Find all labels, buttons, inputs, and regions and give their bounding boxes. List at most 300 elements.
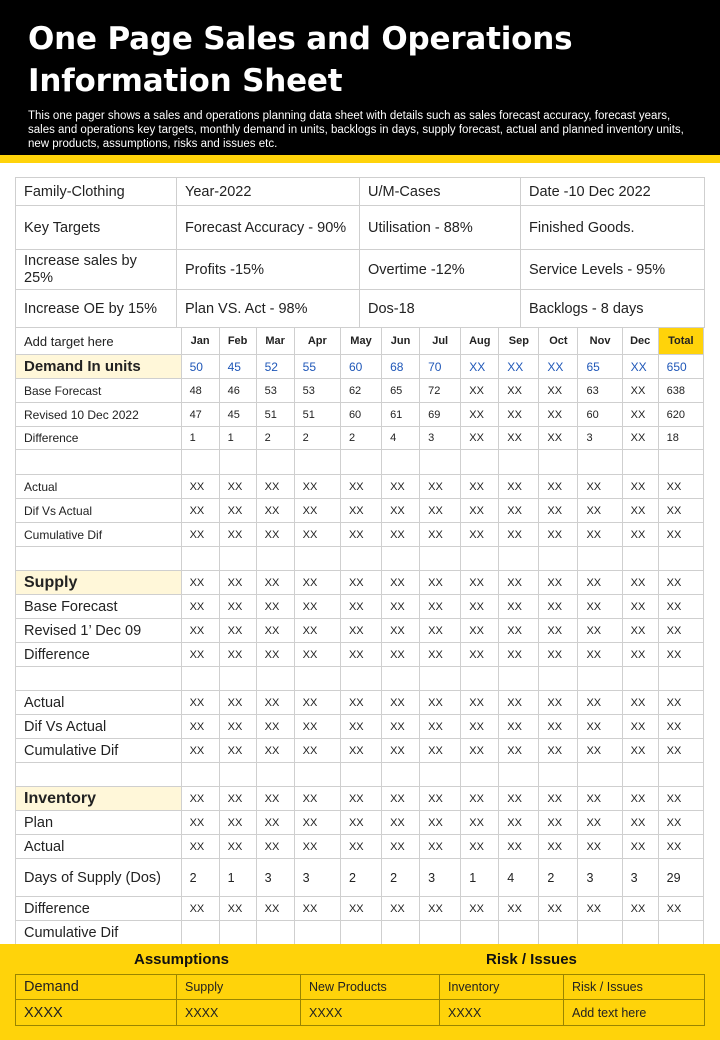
- value-cell[interactable]: XX: [340, 897, 381, 921]
- value-cell[interactable]: XX: [294, 739, 340, 763]
- value-cell[interactable]: XX: [181, 643, 219, 667]
- value-cell[interactable]: XX: [256, 595, 294, 619]
- value-cell[interactable]: XX: [382, 811, 420, 835]
- value-cell[interactable]: XX: [382, 643, 420, 667]
- value-cell[interactable]: XX: [539, 355, 578, 379]
- increase-sales-cell[interactable]: Increase sales by 25%: [16, 250, 177, 290]
- value-cell[interactable]: XX: [539, 897, 578, 921]
- value-cell[interactable]: XX: [256, 691, 294, 715]
- value-cell[interactable]: XX: [340, 787, 381, 811]
- empty-cell[interactable]: [382, 450, 420, 475]
- value-cell[interactable]: 45: [219, 403, 256, 427]
- value-cell[interactable]: XX: [622, 835, 658, 859]
- value-cell[interactable]: XX: [181, 475, 219, 499]
- empty-cell[interactable]: [578, 450, 622, 475]
- value-cell[interactable]: XX: [181, 571, 219, 595]
- value-cell[interactable]: XX: [340, 739, 381, 763]
- value-cell[interactable]: XX: [461, 355, 499, 379]
- value-cell[interactable]: XX: [340, 595, 381, 619]
- total-cell[interactable]: XX: [658, 739, 703, 763]
- key-targets-label[interactable]: Key Targets: [16, 206, 177, 250]
- value-cell[interactable]: XX: [420, 499, 461, 523]
- total-cell[interactable]: XX: [658, 619, 703, 643]
- value-cell[interactable]: [461, 921, 499, 945]
- value-cell[interactable]: XX: [539, 595, 578, 619]
- value-cell[interactable]: XX: [256, 499, 294, 523]
- value-cell[interactable]: 4: [499, 859, 539, 897]
- value-cell[interactable]: XX: [340, 691, 381, 715]
- forecast-accuracy-cell[interactable]: Forecast Accuracy - 90%: [177, 206, 360, 250]
- value-cell[interactable]: XX: [256, 811, 294, 835]
- value-cell[interactable]: XX: [382, 691, 420, 715]
- empty-cell[interactable]: [16, 450, 182, 475]
- value-cell[interactable]: XX: [461, 691, 499, 715]
- value-cell[interactable]: XX: [539, 403, 578, 427]
- value-cell[interactable]: XX: [219, 619, 256, 643]
- value-cell[interactable]: XX: [539, 691, 578, 715]
- value-cell[interactable]: XX: [382, 475, 420, 499]
- value-cell[interactable]: 3: [256, 859, 294, 897]
- value-cell[interactable]: XX: [622, 619, 658, 643]
- value-cell[interactable]: XX: [420, 595, 461, 619]
- value-cell[interactable]: 2: [181, 859, 219, 897]
- value-cell[interactable]: XX: [340, 499, 381, 523]
- value-cell[interactable]: 53: [294, 379, 340, 403]
- value-cell[interactable]: XX: [622, 355, 658, 379]
- value-cell[interactable]: XX: [382, 715, 420, 739]
- empty-cell[interactable]: [461, 667, 499, 691]
- value-cell[interactable]: XX: [340, 715, 381, 739]
- value-cell[interactable]: XX: [539, 643, 578, 667]
- value-cell[interactable]: XX: [499, 715, 539, 739]
- value-cell[interactable]: [382, 921, 420, 945]
- empty-cell[interactable]: [499, 450, 539, 475]
- value-cell[interactable]: XX: [181, 619, 219, 643]
- value-cell[interactable]: [294, 921, 340, 945]
- inventory-value[interactable]: XXXX: [440, 1000, 564, 1026]
- value-cell[interactable]: 65: [382, 379, 420, 403]
- empty-cell[interactable]: [539, 450, 578, 475]
- value-cell[interactable]: 60: [340, 403, 381, 427]
- value-cell[interactable]: 61: [382, 403, 420, 427]
- value-cell[interactable]: XX: [256, 571, 294, 595]
- empty-cell[interactable]: [622, 667, 658, 691]
- empty-cell[interactable]: [539, 547, 578, 571]
- value-cell[interactable]: XX: [622, 643, 658, 667]
- value-cell[interactable]: XX: [499, 475, 539, 499]
- value-cell[interactable]: 1: [219, 859, 256, 897]
- value-cell[interactable]: 1: [219, 427, 256, 450]
- value-cell[interactable]: XX: [219, 739, 256, 763]
- risk-issues-value[interactable]: Add text here: [564, 1000, 705, 1026]
- value-cell[interactable]: XX: [382, 523, 420, 547]
- empty-cell[interactable]: [340, 667, 381, 691]
- value-cell[interactable]: XX: [578, 787, 622, 811]
- value-cell[interactable]: XX: [622, 739, 658, 763]
- value-cell[interactable]: XX: [294, 691, 340, 715]
- empty-cell[interactable]: [181, 763, 219, 787]
- value-cell[interactable]: XX: [420, 643, 461, 667]
- empty-cell[interactable]: [256, 450, 294, 475]
- value-cell[interactable]: XX: [420, 811, 461, 835]
- empty-cell[interactable]: [340, 763, 381, 787]
- value-cell[interactable]: XX: [340, 475, 381, 499]
- value-cell[interactable]: XX: [539, 571, 578, 595]
- total-cell[interactable]: 29: [658, 859, 703, 897]
- value-cell[interactable]: XX: [420, 787, 461, 811]
- value-cell[interactable]: XX: [578, 595, 622, 619]
- value-cell[interactable]: XX: [340, 523, 381, 547]
- value-cell[interactable]: XX: [219, 835, 256, 859]
- value-cell[interactable]: XX: [578, 715, 622, 739]
- empty-cell[interactable]: [181, 450, 219, 475]
- value-cell[interactable]: XX: [622, 499, 658, 523]
- value-cell[interactable]: XX: [622, 523, 658, 547]
- value-cell[interactable]: XX: [340, 835, 381, 859]
- value-cell[interactable]: [181, 921, 219, 945]
- value-cell[interactable]: XX: [382, 499, 420, 523]
- value-cell[interactable]: 2: [340, 859, 381, 897]
- value-cell[interactable]: [256, 921, 294, 945]
- value-cell[interactable]: XX: [461, 811, 499, 835]
- value-cell[interactable]: XX: [219, 643, 256, 667]
- total-cell[interactable]: XX: [658, 811, 703, 835]
- empty-cell[interactable]: [382, 763, 420, 787]
- value-cell[interactable]: XX: [622, 715, 658, 739]
- value-cell[interactable]: XX: [578, 475, 622, 499]
- value-cell[interactable]: 69: [420, 403, 461, 427]
- value-cell[interactable]: XX: [256, 897, 294, 921]
- value-cell[interactable]: [219, 921, 256, 945]
- empty-cell[interactable]: [219, 763, 256, 787]
- value-cell[interactable]: 51: [294, 403, 340, 427]
- value-cell[interactable]: XX: [499, 571, 539, 595]
- value-cell[interactable]: XX: [461, 475, 499, 499]
- total-cell[interactable]: XX: [658, 523, 703, 547]
- family-cell[interactable]: Family-Clothing: [16, 178, 177, 206]
- value-cell[interactable]: XX: [622, 475, 658, 499]
- value-cell[interactable]: 47: [181, 403, 219, 427]
- value-cell[interactable]: 3: [420, 427, 461, 450]
- supply-value[interactable]: XXXX: [177, 1000, 301, 1026]
- empty-cell[interactable]: [294, 763, 340, 787]
- value-cell[interactable]: XX: [539, 475, 578, 499]
- value-cell[interactable]: XX: [181, 897, 219, 921]
- value-cell[interactable]: XX: [256, 835, 294, 859]
- value-cell[interactable]: XX: [578, 835, 622, 859]
- value-cell[interactable]: XX: [539, 787, 578, 811]
- value-cell[interactable]: XX: [420, 691, 461, 715]
- empty-cell[interactable]: [294, 667, 340, 691]
- value-cell[interactable]: XX: [622, 427, 658, 450]
- total-cell[interactable]: XX: [658, 499, 703, 523]
- empty-cell[interactable]: [219, 667, 256, 691]
- empty-cell[interactable]: [340, 547, 381, 571]
- value-cell[interactable]: XX: [578, 523, 622, 547]
- value-cell[interactable]: XX: [461, 403, 499, 427]
- value-cell[interactable]: XX: [420, 835, 461, 859]
- value-cell[interactable]: XX: [219, 811, 256, 835]
- value-cell[interactable]: XX: [499, 787, 539, 811]
- value-cell[interactable]: [499, 921, 539, 945]
- empty-cell[interactable]: [622, 450, 658, 475]
- value-cell[interactable]: 2: [340, 427, 381, 450]
- empty-cell[interactable]: [294, 450, 340, 475]
- value-cell[interactable]: XX: [256, 715, 294, 739]
- empty-cell[interactable]: [382, 667, 420, 691]
- empty-cell[interactable]: [539, 763, 578, 787]
- total-cell[interactable]: [658, 921, 703, 945]
- value-cell[interactable]: XX: [539, 811, 578, 835]
- value-cell[interactable]: XX: [340, 811, 381, 835]
- empty-cell[interactable]: [16, 763, 182, 787]
- value-cell[interactable]: XX: [420, 715, 461, 739]
- empty-cell[interactable]: [461, 763, 499, 787]
- service-levels-cell[interactable]: Service Levels - 95%: [521, 250, 705, 290]
- value-cell[interactable]: XX: [256, 619, 294, 643]
- value-cell[interactable]: XX: [461, 427, 499, 450]
- value-cell[interactable]: [539, 921, 578, 945]
- value-cell[interactable]: XX: [181, 739, 219, 763]
- value-cell[interactable]: XX: [499, 739, 539, 763]
- plan-vs-act-cell[interactable]: Plan VS. Act - 98%: [177, 290, 360, 328]
- empty-cell[interactable]: [578, 667, 622, 691]
- value-cell[interactable]: XX: [420, 571, 461, 595]
- empty-cell[interactable]: [658, 547, 703, 571]
- value-cell[interactable]: XX: [461, 523, 499, 547]
- value-cell[interactable]: XX: [294, 523, 340, 547]
- value-cell[interactable]: XX: [256, 523, 294, 547]
- empty-cell[interactable]: [499, 763, 539, 787]
- value-cell[interactable]: XX: [461, 835, 499, 859]
- value-cell[interactable]: XX: [382, 595, 420, 619]
- value-cell[interactable]: XX: [294, 787, 340, 811]
- value-cell[interactable]: XX: [181, 691, 219, 715]
- empty-cell[interactable]: [658, 667, 703, 691]
- value-cell[interactable]: XX: [256, 739, 294, 763]
- value-cell[interactable]: XX: [294, 595, 340, 619]
- value-cell[interactable]: XX: [181, 499, 219, 523]
- value-cell[interactable]: XX: [578, 897, 622, 921]
- value-cell[interactable]: XX: [340, 619, 381, 643]
- value-cell[interactable]: XX: [499, 619, 539, 643]
- value-cell[interactable]: XX: [181, 595, 219, 619]
- empty-cell[interactable]: [256, 667, 294, 691]
- empty-cell[interactable]: [420, 547, 461, 571]
- empty-cell[interactable]: [578, 547, 622, 571]
- value-cell[interactable]: XX: [420, 897, 461, 921]
- empty-cell[interactable]: [256, 547, 294, 571]
- value-cell[interactable]: XX: [420, 523, 461, 547]
- add-target-cell[interactable]: Add target here: [16, 328, 182, 355]
- value-cell[interactable]: XX: [461, 897, 499, 921]
- value-cell[interactable]: XX: [622, 595, 658, 619]
- empty-cell[interactable]: [294, 547, 340, 571]
- empty-cell[interactable]: [420, 450, 461, 475]
- value-cell[interactable]: XX: [622, 897, 658, 921]
- value-cell[interactable]: XX: [461, 787, 499, 811]
- overtime-cell[interactable]: Overtime -12%: [360, 250, 521, 290]
- backlogs-cell[interactable]: Backlogs - 8 days: [521, 290, 705, 328]
- value-cell[interactable]: 60: [578, 403, 622, 427]
- value-cell[interactable]: XX: [499, 355, 539, 379]
- value-cell[interactable]: XX: [578, 499, 622, 523]
- value-cell[interactable]: XX: [382, 787, 420, 811]
- unit-cell[interactable]: U/M-Cases: [360, 178, 521, 206]
- empty-cell[interactable]: [658, 763, 703, 787]
- value-cell[interactable]: 4: [382, 427, 420, 450]
- value-cell[interactable]: 55: [294, 355, 340, 379]
- value-cell[interactable]: XX: [499, 595, 539, 619]
- value-cell[interactable]: XX: [294, 643, 340, 667]
- value-cell[interactable]: [420, 921, 461, 945]
- value-cell[interactable]: XX: [256, 475, 294, 499]
- value-cell[interactable]: XX: [294, 571, 340, 595]
- value-cell[interactable]: XX: [219, 715, 256, 739]
- value-cell[interactable]: XX: [539, 619, 578, 643]
- empty-cell[interactable]: [16, 547, 182, 571]
- dos-cell[interactable]: Dos-18: [360, 290, 521, 328]
- total-cell[interactable]: XX: [658, 897, 703, 921]
- value-cell[interactable]: XX: [578, 739, 622, 763]
- empty-cell[interactable]: [16, 667, 182, 691]
- value-cell[interactable]: 72: [420, 379, 461, 403]
- value-cell[interactable]: XX: [622, 691, 658, 715]
- value-cell[interactable]: XX: [499, 403, 539, 427]
- value-cell[interactable]: [622, 921, 658, 945]
- value-cell[interactable]: XX: [420, 475, 461, 499]
- value-cell[interactable]: XX: [181, 835, 219, 859]
- value-cell[interactable]: 3: [420, 859, 461, 897]
- value-cell[interactable]: XX: [219, 787, 256, 811]
- value-cell[interactable]: XX: [461, 643, 499, 667]
- empty-cell[interactable]: [658, 450, 703, 475]
- value-cell[interactable]: 2: [256, 427, 294, 450]
- empty-cell[interactable]: [578, 763, 622, 787]
- value-cell[interactable]: XX: [181, 811, 219, 835]
- value-cell[interactable]: 52: [256, 355, 294, 379]
- value-cell[interactable]: XX: [461, 571, 499, 595]
- value-cell[interactable]: XX: [294, 811, 340, 835]
- total-cell[interactable]: XX: [658, 691, 703, 715]
- empty-cell[interactable]: [256, 763, 294, 787]
- total-cell[interactable]: XX: [658, 835, 703, 859]
- value-cell[interactable]: XX: [622, 571, 658, 595]
- value-cell[interactable]: 3: [622, 859, 658, 897]
- value-cell[interactable]: XX: [382, 897, 420, 921]
- total-cell[interactable]: XX: [658, 475, 703, 499]
- value-cell[interactable]: XX: [461, 739, 499, 763]
- value-cell[interactable]: XX: [256, 787, 294, 811]
- value-cell[interactable]: 3: [578, 859, 622, 897]
- total-cell[interactable]: XX: [658, 787, 703, 811]
- value-cell[interactable]: XX: [461, 499, 499, 523]
- value-cell[interactable]: 2: [294, 427, 340, 450]
- empty-cell[interactable]: [499, 547, 539, 571]
- empty-cell[interactable]: [219, 547, 256, 571]
- value-cell[interactable]: 70: [420, 355, 461, 379]
- value-cell[interactable]: 2: [539, 859, 578, 897]
- value-cell[interactable]: XX: [219, 523, 256, 547]
- value-cell[interactable]: XX: [578, 811, 622, 835]
- new-products-value[interactable]: XXXX: [301, 1000, 440, 1026]
- value-cell[interactable]: XX: [539, 427, 578, 450]
- value-cell[interactable]: XX: [539, 715, 578, 739]
- value-cell[interactable]: XX: [219, 475, 256, 499]
- value-cell[interactable]: XX: [499, 643, 539, 667]
- value-cell[interactable]: 2: [382, 859, 420, 897]
- value-cell[interactable]: 1: [461, 859, 499, 897]
- empty-cell[interactable]: [340, 450, 381, 475]
- value-cell[interactable]: XX: [181, 523, 219, 547]
- value-cell[interactable]: 3: [578, 427, 622, 450]
- profits-cell[interactable]: Profits -15%: [177, 250, 360, 290]
- value-cell[interactable]: 46: [219, 379, 256, 403]
- value-cell[interactable]: [578, 921, 622, 945]
- empty-cell[interactable]: [461, 547, 499, 571]
- empty-cell[interactable]: [622, 763, 658, 787]
- value-cell[interactable]: XX: [499, 835, 539, 859]
- value-cell[interactable]: XX: [340, 643, 381, 667]
- empty-cell[interactable]: [181, 667, 219, 691]
- value-cell[interactable]: XX: [181, 787, 219, 811]
- value-cell[interactable]: XX: [499, 379, 539, 403]
- value-cell[interactable]: XX: [294, 475, 340, 499]
- value-cell[interactable]: 50: [181, 355, 219, 379]
- value-cell[interactable]: XX: [578, 643, 622, 667]
- value-cell[interactable]: XX: [181, 715, 219, 739]
- total-cell[interactable]: 620: [658, 403, 703, 427]
- value-cell[interactable]: XX: [294, 619, 340, 643]
- value-cell[interactable]: XX: [539, 379, 578, 403]
- value-cell[interactable]: XX: [382, 739, 420, 763]
- empty-cell[interactable]: [539, 667, 578, 691]
- value-cell[interactable]: XX: [382, 571, 420, 595]
- value-cell[interactable]: XX: [539, 523, 578, 547]
- value-cell[interactable]: XX: [219, 571, 256, 595]
- value-cell[interactable]: XX: [219, 691, 256, 715]
- total-cell[interactable]: 650: [658, 355, 703, 379]
- value-cell[interactable]: XX: [578, 571, 622, 595]
- value-cell[interactable]: XX: [539, 499, 578, 523]
- empty-cell[interactable]: [420, 667, 461, 691]
- empty-cell[interactable]: [499, 667, 539, 691]
- value-cell[interactable]: XX: [499, 427, 539, 450]
- value-cell[interactable]: XX: [382, 835, 420, 859]
- value-cell[interactable]: XX: [461, 379, 499, 403]
- value-cell[interactable]: 1: [181, 427, 219, 450]
- empty-cell[interactable]: [461, 450, 499, 475]
- value-cell[interactable]: XX: [499, 897, 539, 921]
- total-cell[interactable]: XX: [658, 571, 703, 595]
- value-cell[interactable]: 63: [578, 379, 622, 403]
- utilisation-cell[interactable]: Utilisation - 88%: [360, 206, 521, 250]
- value-cell[interactable]: 62: [340, 379, 381, 403]
- value-cell[interactable]: XX: [578, 691, 622, 715]
- value-cell[interactable]: XX: [382, 619, 420, 643]
- value-cell[interactable]: XX: [499, 811, 539, 835]
- value-cell[interactable]: 60: [340, 355, 381, 379]
- total-cell[interactable]: XX: [658, 595, 703, 619]
- value-cell[interactable]: XX: [499, 691, 539, 715]
- value-cell[interactable]: XX: [256, 643, 294, 667]
- empty-cell[interactable]: [219, 450, 256, 475]
- value-cell[interactable]: XX: [461, 715, 499, 739]
- year-cell[interactable]: Year-2022: [177, 178, 360, 206]
- total-cell[interactable]: 18: [658, 427, 703, 450]
- value-cell[interactable]: XX: [420, 619, 461, 643]
- value-cell[interactable]: XX: [539, 835, 578, 859]
